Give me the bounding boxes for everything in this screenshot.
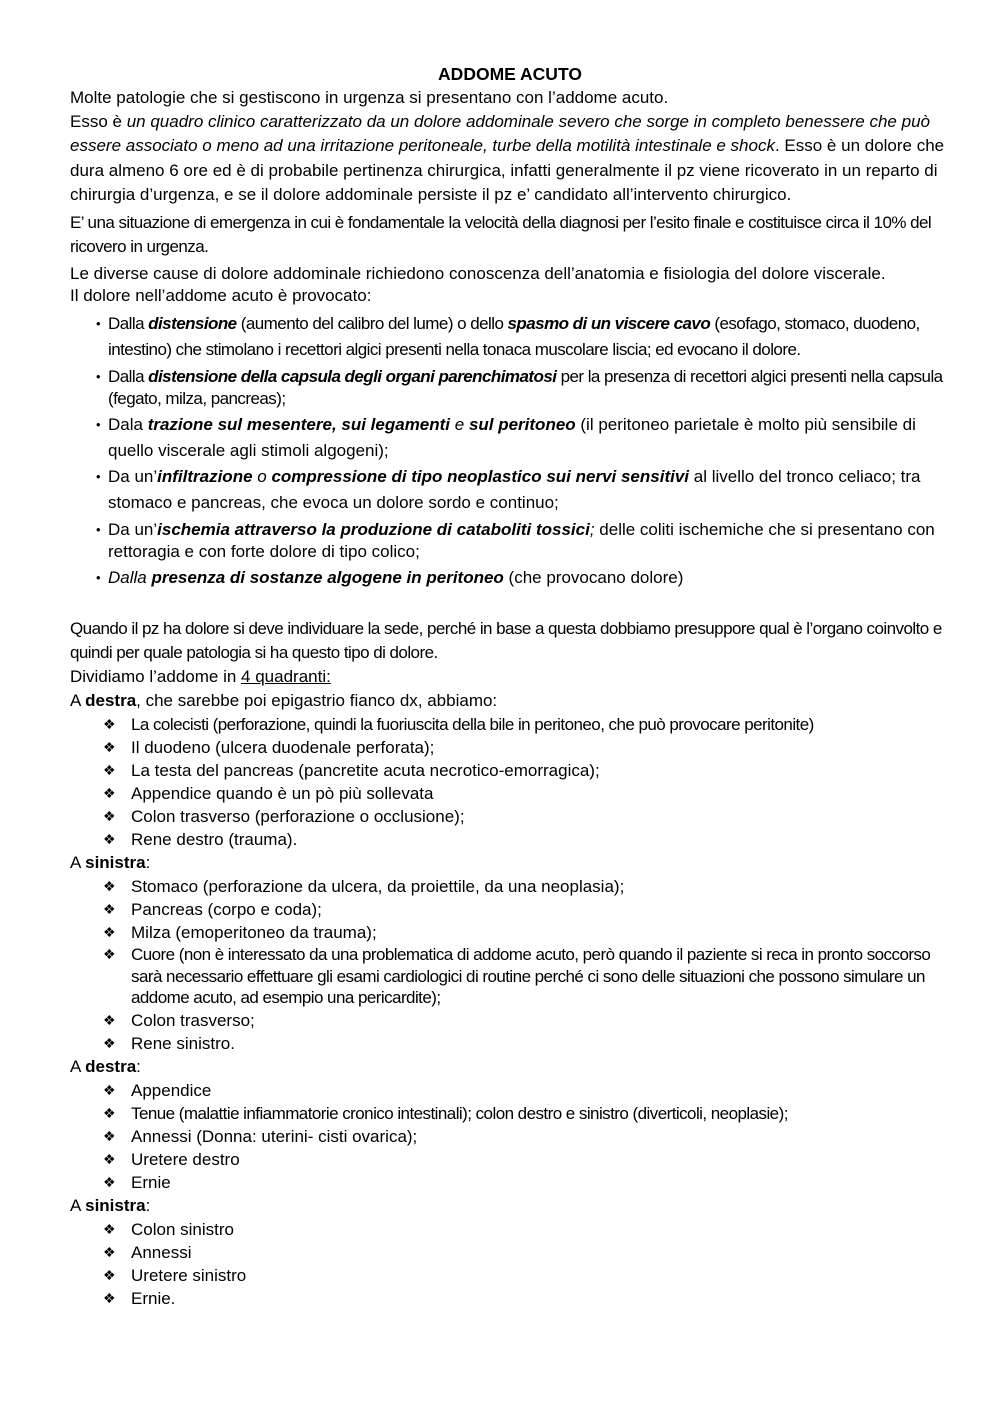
diamond-bullet-icon: ❖ bbox=[103, 831, 116, 848]
list-item: • Dalla presenza di sostanze algogene in peritoneo (che provocano dolore) bbox=[96, 565, 950, 591]
diamond-bullet-icon: ❖ bbox=[103, 762, 116, 779]
diamond-bullet-icon: ❖ bbox=[103, 1034, 116, 1051]
list-item: • Dalla distensione della capsula degli organi parenchimatosi per la presenza di recettori algici presenti nella capsula (fegato, milza, pancreas); bbox=[96, 366, 950, 410]
pain-intro: Il dolore nell’addome acuto è provocato: bbox=[70, 286, 372, 306]
quadrant-heading: A destra, che sarebbe poi epigastrio fianco dx, abbiamo: bbox=[70, 691, 498, 711]
list-item: ❖ Colon trasverso (perforazione o occlusione); bbox=[103, 807, 465, 827]
document-page bbox=[70, 62, 950, 1310]
diamond-bullet-icon: ❖ bbox=[103, 946, 116, 963]
diamond-bullet-icon: ❖ bbox=[103, 1011, 116, 1028]
list-item: ❖ Annessi (Donna: uterini- cisti ovarica); bbox=[103, 1126, 418, 1146]
list-item: • Dala trazione sul mesentere, sui legamenti e sul peritoneo (il peritoneo parietale è molto più sensibile di quello viscerale agli stimoli algogeni); bbox=[96, 412, 950, 464]
list-item: ❖ La colecisti (perforazione, quindi la fuoriuscita della bile in peritoneo, che può provocare peritonite) bbox=[103, 715, 814, 735]
list-item: • Dalla distensione (aumento del calibro del lume) o dello spasmo di un viscere cavo (esofago, stomaco, duodeno, intestino) che stimolano i recettori algici presenti nella tonaca muscolare liscia; ed evocano il dolore. bbox=[96, 311, 950, 363]
quadrant-list bbox=[70, 875, 950, 1055]
list-item: ❖ Stomaco (perforazione da ulcera, da proiettile, da una neoplasia); bbox=[103, 877, 625, 897]
diamond-bullet-icon: ❖ bbox=[103, 924, 116, 941]
list-item: ❖ Rene sinistro. bbox=[103, 1033, 235, 1053]
diamond-bullet-icon: ❖ bbox=[103, 739, 116, 756]
diamond-bullet-icon: ❖ bbox=[103, 878, 116, 895]
diamond-bullet-icon: ❖ bbox=[103, 1081, 116, 1098]
list-item: ❖ Annessi bbox=[103, 1242, 192, 1262]
emergency-paragraph: E’ una situazione di emergenza in cui è fondamentale la velocità della diagnosi per l’esito finale e costituisce circa il 10% del ricovero in urgenza. bbox=[70, 213, 932, 257]
quadrants-intro: Dividiamo l’addome in 4 quadranti: bbox=[70, 667, 331, 687]
list-item: ❖ Il duodeno (ulcera duodenale perforata); bbox=[103, 738, 435, 758]
quadrant-list bbox=[70, 1079, 950, 1194]
diamond-bullet-icon: ❖ bbox=[103, 716, 116, 733]
list-item: ❖ Milza (emoperitoneo da trauma); bbox=[103, 923, 377, 943]
list-item: ❖ Appendice bbox=[103, 1080, 212, 1100]
diamond-bullet-icon: ❖ bbox=[103, 785, 116, 802]
diamond-bullet-icon: ❖ bbox=[103, 1104, 116, 1121]
intro-line: Molte patologie che si gestiscono in urgenza si presentano con l’addome acuto. bbox=[70, 88, 669, 107]
diamond-bullet-icon: ❖ bbox=[103, 808, 116, 825]
definition-paragraph: Esso è un quadro clinico caratterizzato da un dolore addominale severo che sorge in completo benessere che può essere associato o meno ad una irritazione peritoneale, turbe della motilità intestinale e shock. Esso è un dolore che dura almeno 6 ore ed è di probabile pertinenza chirurgica, infatti generalmente il pz viene ricoverato in un reparto di chirurgia d’urgenza, e se il dolore addominale persiste il pz e’ candidato all’intervento chirurgico. bbox=[70, 112, 945, 204]
diamond-bullet-icon: ❖ bbox=[103, 1243, 116, 1260]
list-item: ❖ La testa del pancreas (pancretite acuta necrotico-emorragica); bbox=[103, 761, 600, 781]
diamond-bullet-icon: ❖ bbox=[103, 1173, 116, 1190]
quadrant-heading: A destra: bbox=[70, 1056, 141, 1076]
pain-causes-list bbox=[70, 311, 950, 591]
list-item: ❖ Colon trasverso; bbox=[103, 1010, 255, 1030]
quadrants-underlined: 4 quadranti: bbox=[241, 667, 331, 687]
quadrant-list bbox=[70, 713, 950, 851]
location-paragraph: Quando il pz ha dolore si deve individuare la sede, perché in base a questa dobbiamo presuppore qual è l’organo coinvolto e quindi per quale patologia si ha questo tipo di dolore. bbox=[70, 619, 942, 663]
list-item: ❖ Cuore (non è interessato da una problematica di addome acuto, però quando il paziente si reca in pronto soccorso sarà necessario effettuare gli esami cardiologici di routine perché ci sono delle situazioni che possono simulare un addome acuto, ad esempio una pericardite); bbox=[103, 945, 931, 1008]
list-item: ❖ Tenue (malattie infiammatorie cronico intestinali); colon destro e sinistro (diverticoli, neoplasie); bbox=[103, 1103, 788, 1123]
list-item: ❖ Ernie. bbox=[103, 1288, 176, 1308]
diamond-bullet-icon: ❖ bbox=[103, 1220, 116, 1237]
causes-paragraph: Le diverse cause di dolore addominale richiedono conoscenza dell’anatomia e fisiologia del dolore viscerale. bbox=[70, 264, 886, 284]
quadrant-list bbox=[70, 1218, 950, 1310]
quadrant-heading: A sinistra: bbox=[70, 853, 151, 873]
definition-italic: un quadro clinico caratterizzato da un dolore addominale severo che sorge in completo benessere che può essere associato o meno ad una irritazione peritoneale, turbe della motilità intestinale e shock bbox=[70, 112, 930, 156]
diamond-bullet-icon: ❖ bbox=[103, 901, 116, 918]
list-item: ❖ Appendice quando è un pò più sollevata bbox=[103, 784, 434, 804]
list-item: • Da un’ischemia attraverso la produzione di cataboliti tossici; delle coliti ischemiche che si presentano con rettoragia e con forte dolore di tipo colico; bbox=[96, 519, 950, 563]
diamond-bullet-icon: ❖ bbox=[103, 1266, 116, 1283]
quadrant-heading: A sinistra: bbox=[70, 1195, 151, 1215]
diamond-bullet-icon: ❖ bbox=[103, 1150, 116, 1167]
list-item: ❖ Ernie bbox=[103, 1172, 171, 1192]
list-item: ❖ Rene destro (trauma). bbox=[103, 830, 298, 850]
list-item: ❖ Pancreas (corpo e coda); bbox=[103, 900, 322, 920]
list-item: ❖ Uretere destro bbox=[103, 1149, 240, 1169]
list-item: • Da un’infiltrazione o compressione di tipo neoplastico sui nervi sensitivi al livello del tronco celiaco; tra stomaco e pancreas, che evoca un dolore sordo e continuo; bbox=[96, 464, 950, 516]
list-item: ❖ Uretere sinistro bbox=[103, 1265, 247, 1285]
section-spacer bbox=[70, 591, 950, 617]
diamond-bullet-icon: ❖ bbox=[103, 1127, 116, 1144]
document-title: ADDOME ACUTO bbox=[438, 64, 582, 84]
diamond-bullet-icon: ❖ bbox=[103, 1289, 116, 1306]
list-item: ❖ Colon sinistro bbox=[103, 1219, 234, 1239]
